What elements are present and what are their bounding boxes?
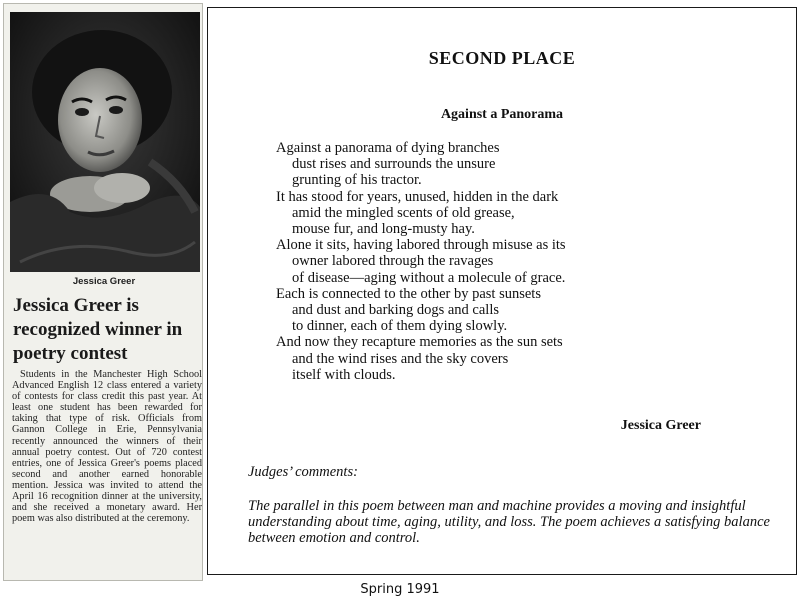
poem-line: Alone it sits, having labored through misuse as its: [276, 237, 566, 254]
photo-caption: Jessica Greer: [72, 276, 136, 287]
award-sheet: [207, 7, 797, 575]
poem-line: It has stood for years, unused, hidden in the dark: [276, 188, 559, 205]
poem-line: dust rises and surrounds the unsure: [292, 156, 496, 173]
place-title: SECOND PLACE: [428, 48, 576, 68]
poem-line: mouse fur, and long-musty hay.: [292, 221, 475, 238]
date-caption: Spring 1991: [360, 582, 440, 597]
poem-line: to dinner, each of them dying slowly.: [292, 318, 508, 335]
judges-comments-text: The parallel in this poem between man and machine provides a moving and insightful understanding about time, aging, utility, and loss. The poem achieves a satisfying balance between emotion and control.: [248, 498, 770, 546]
poem-line: Each is connected to the other by past sunsets: [276, 285, 541, 302]
newspaper-clipping: [3, 3, 203, 581]
portrait-image: [10, 12, 200, 272]
judges-comments-label: Judges’ comments:: [248, 464, 358, 480]
poem-line: And now they recapture memories as the sun sets: [276, 334, 563, 351]
poem-line: amid the mingled scents of old grease,: [292, 204, 515, 221]
poem-line: and dust and barking dogs and calls: [292, 302, 499, 319]
article-headline: Jessica Greer is recognized winner in poetry contest: [13, 295, 183, 364]
article-body: Students in the Manchester High School Advanced English 12 class entered a variety of contests for class credit this past year. At least one student has been rewarded for taking that type of risk. Officials from Gannon College in Erie, Pennsylvania recently announced the winners of their annual poetry contest. Out of 720 contest entries, one of Jessica Greer's poems placed second and another earned honorable mention. Jessica was invited to attend the April 16 recognition dinner at the university, and she received a monetary award. Her poem was also distributed at the ceremony.: [12, 369, 202, 525]
poem-line: Against a panorama of dying branches: [276, 140, 500, 156]
poem-author: Jessica Greer: [620, 418, 701, 433]
poem-line: itself with clouds.: [292, 366, 396, 383]
poem-body: [276, 140, 716, 383]
poem-line: and the wind rises and the sky covers: [292, 350, 509, 367]
poem-line: of disease—aging without a molecule of grace.: [292, 269, 566, 286]
poem-title: Against a Panorama: [440, 107, 564, 122]
portrait-photo: [10, 12, 200, 272]
poem-line: owner labored through the ravages: [292, 253, 494, 270]
poem-line: grunting of his tractor.: [292, 172, 422, 189]
